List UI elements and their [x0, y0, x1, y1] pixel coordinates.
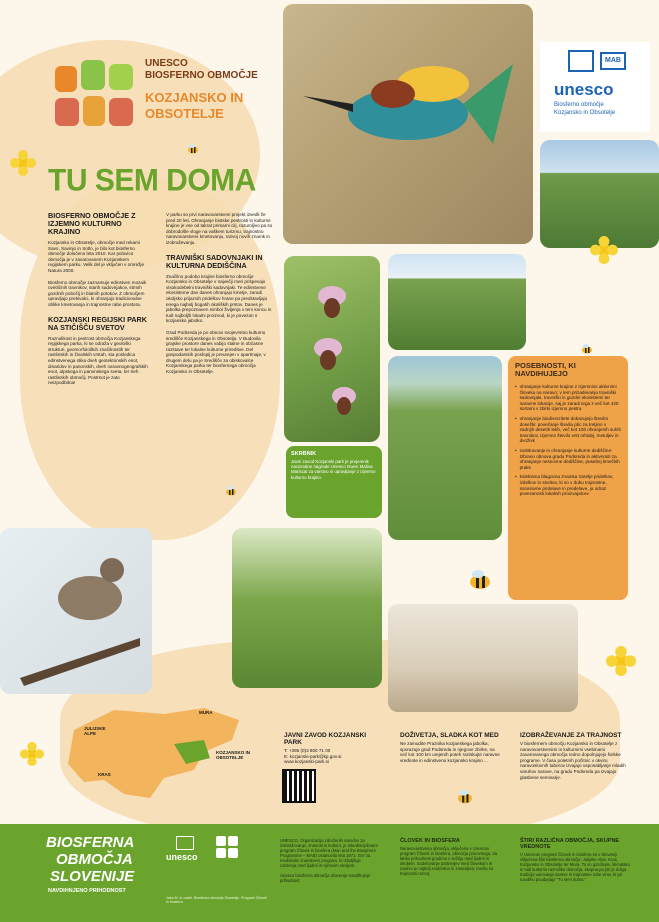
castle-courtyard-photo: [388, 604, 578, 712]
special-title: POSEBNOSTI, KI NAVDIHUJEJO: [515, 361, 576, 378]
special-box: [508, 356, 628, 600]
map-label-kras: KRAS: [98, 772, 111, 777]
map-label-kozjansko: KOZJANSKO IN OBSOTELJE: [216, 750, 251, 760]
qr-code-icon: [284, 771, 314, 801]
footer-col1: [280, 838, 378, 883]
bullet-icon: •: [515, 384, 517, 389]
footer-partner-logo: [216, 836, 266, 866]
education-text: V biosfernem območju Kozjansko in Obsotelje z naravovarstvenimi in kulturnimi vsebinami zavarovanega območja redno dopolnjujejo šolske programe. V času poletnih počitnic v okviru naravoslovnih taborov izvajajo usposabljanje mladih varuhov narave, na gradu Podsreda pa izvajajo glasbene seminarje.: [520, 741, 626, 780]
steward-box: [286, 446, 382, 518]
col1-heading-biosphere: BIOSFERNO OBMOČJE Z IZJEMNO KULTURNO KRAJINO: [48, 211, 136, 236]
header-area-line2: OBSOTELJE: [145, 106, 224, 121]
unesco-temple-icon: [568, 50, 594, 72]
hero-title: TU SEM DOMA: [48, 163, 256, 198]
yellow-flower-icon: [10, 150, 36, 176]
contact-web[interactable]: www.kozjanski-park.si: [284, 759, 329, 765]
steward-title: SKRBNIK: [291, 451, 317, 457]
footer-unesco-logo: [166, 836, 206, 870]
unesco-logo-box: [540, 42, 650, 132]
bee-icon: [186, 144, 200, 154]
contact-email[interactable]: E: kozjanski-park@kp.gov.si: [284, 753, 342, 759]
special-item: • ohranjanje biodiverzitete dokazujejo številni dosežki: povečanje števila ptic za tretjino v zadnjih desetih letih, več kot 100 ohranjenih suhih travnikov, izjemno število vrst orhidej, metuljev in dvoživk: [515, 415, 621, 444]
education-title: IZOBRAŽEVANJE ZA TRAJNOST: [520, 732, 622, 739]
bee-eater-bird-photo: [283, 4, 533, 244]
wryneck-bird-photo: [0, 528, 152, 694]
footer-col2-text: Naravovarstvena območja, vključena v Unescov program Človek in biosfera, območja ponovnega, da lahko prihodnost gradimo v sožitju med ljudmi in okoljem. Sodelovanje partnerjev med človekom in naravo je najbolj evidentna in zanesljiva; merila za trajnostni razvoj.: [400, 846, 498, 877]
col2-paragraph-3: Grad Podsreda je po obnovi svojevrstno kulturno središče Kozjanskega in Obsotelja. V Budovila grajske prostore danes vabijo stalne in občasne razstave ter lokalne kulturne prireditve. Del gospodarskih poslopij je preurejen v apartmaje, v drugem delu pa je Središče za obiskovalce Kozjanskega parka ter biosfernega območja Kozjansko in Obsotelje.: [166, 329, 266, 375]
slovenia-map: [54, 700, 250, 808]
col2-paragraph-1: V parku so prvi naravovarstveni projekt izvedli že pred 20 leti. Ohranjanje biotske pestrosti in kulturne krajine je vse od takrat primarni cilj, razumljivo pa so dobrodošle vloge na vaškem turizmu, trajnostno naravovarstveni kmetovanju, razvoj novih znamk in izobraževanju.: [166, 212, 273, 245]
bullet-icon: •: [515, 474, 517, 480]
special-item: • raziskovanje in ohranjanje kulturne dediščine: Izbrano obnova gradu Podsreda in aktivnosti za ohranjanje nesnovne dediščine, posebej kmečkih praks: [515, 447, 620, 470]
col1: [48, 212, 148, 386]
valley-village-photo: [540, 140, 659, 248]
education-block: [520, 732, 630, 780]
col1-paragraph-2: Biosferno območje zaznamuje edinstven mozaik ovetličnih travnikov, starih sadovnjakov, strmih gozdnih pobočij in blatnih potokov. Z območjem upravljajo prebivalci, ki ohranjajo tradicionalne oblike kmetovanja in trajnostne rabe prostora.: [48, 279, 147, 307]
bee-icon: [466, 570, 494, 590]
special-item: • ohranjanje kulturne krajine z izjemnimi aktivnimi človeka na naravo; v tem prizadevanju travniški sadovnjaki, travniški in gozdni ekosistemi ter naravne lokacije, saj je zaradi tega z več kot 420 sortami v zbirki izjemno pestra: [515, 384, 619, 412]
footer-unesco-wordmark: unesco: [166, 852, 198, 862]
yellow-flower-icon: [590, 236, 618, 264]
unesco-caption-1: Biosferno območje: [554, 102, 604, 108]
footer-col3-heading: ŠTIRI RAZLIČNA OBMOČJA, SKUPNE VREDNOTE: [520, 838, 620, 850]
footer-col3-text: V Unescov program Človek in biosfera so v Sloveniji vključena štiri biosferna območja: Julijske Alpe, Kras, Kozjansko in Obsotelje ter Mura. To so gozdnate, klimatsko in tudi kulturno raznolike območja, skupna pa jim je dolga tradicija varovanja narave in trajnostne rabe virov, ki pri navdihu poudarjajo "Tu sem doma.": [520, 852, 630, 883]
orchard-people-photo: [232, 528, 382, 688]
footer-col1b-text: Unesco biosferna območja Slovenije navdihujejo prihodnost.: [280, 872, 371, 883]
contact-title: JAVNI ZAVOD KOZJANSKI PARK: [284, 732, 367, 746]
col1-paragraph-1: Kozjansko in Obsotelje, območje med rekami Savo, Savinjo in Sotlo, je bilo kot biosferno območje določeno leta 2010. Kar polovico območja je v zavarovanem Kozjanskem regijskem parku. Velik del je vključen v omrežje Natura 2000.: [48, 240, 144, 273]
map-label-mura: MURA: [199, 710, 213, 715]
bee-icon: [224, 486, 238, 496]
col1-paragraph-3: Raznolikost in pestrost območja Kozjanskega regijskega parka, ki se odraža v geološki strukturi, geomorfoloških značilnostih ter rastlinskih in živalskih vrstah, sta posledica edinstvenega stika dveh geotektonskih enot, dinaridov in panonskih, dveh naravnogeografskih enot, alpskega in panonskega sveta, ter treh rastlinskih območij. Postrsot je zato neizpodbitna!: [48, 335, 148, 386]
contact-phone: T: +386 (0)3 800 71 00: [284, 748, 331, 753]
bullet-icon: •: [515, 415, 517, 421]
footer-col3: [520, 838, 630, 883]
col2-heading-orchards: TRAVNIŠKI SADOVNJAKI IN KULTURNA DEDIŠČINA: [166, 252, 263, 270]
bee-icon: [580, 344, 594, 354]
yellow-flower-icon: [20, 742, 44, 766]
col1-heading-park: KOZJANSKI REGIJSKI PARK NA STIČIŠČU SVETOV: [48, 314, 147, 332]
unesco-wordmark: unesco: [554, 80, 614, 99]
col2-paragraph-2: Značilno podobo krajine biosferno območje Kozjansko in Obsotelje v največji meri prispevajo visokodebelni travniški sadovnjaki. Te edinstvene ekosisteme dan danes ohranjajo kmetje, zaradi okoljsko prijaznih pridelkov hrane pa predstavljajo enega najbolj bogatih okoliških prstov. Danes je jabolka prepoznaven simbol življenja v tem koncu in tudi najboljši lokalni proizvod, ki je povezan s kozjansko jabolko.: [166, 273, 272, 324]
unesco-temple-icon: [176, 836, 194, 850]
meadow-flowers-photo: [388, 356, 502, 540]
special-item: • kolektivna blagovna znamka Sotelje pridelkov, izdelkov in storitev, ki so v duhu trajnostne, sonaravne pridelave in predelave, ja odraz povezanosti lokalnih proizvajalcev: [515, 474, 614, 497]
footer-col2-heading: ČLOVEK IN BIOSFERA: [400, 838, 460, 844]
footer-title-2: OBMOČJA: [56, 851, 133, 868]
contact-block: [284, 732, 384, 801]
footer-col2: [400, 838, 504, 877]
hills-landscape-photo: [388, 254, 526, 350]
col2: [166, 212, 276, 375]
mab-logo: MAB: [600, 52, 626, 70]
steward-text: Javni zavod Kozjanski park je prejemnik nacionalne nagrade Unesco Gwen Malina Mariscal za varstvo in upravljanje z izjemno kulturno krajino.: [291, 459, 376, 480]
footer-subtitle: NAVDIHNJENO PRIHODNOST: [48, 888, 126, 894]
bee-orchid-photo: [284, 256, 380, 442]
honey-title: DOŽIVETJA, SLADKA KOT MED: [400, 732, 499, 739]
honey-text: Ne zamudite Praznika kozjanskega jabolka, sporazuje grad Podsreda in njegove zbirke, na več kot 100 km urejenih poteh raziskujte naravne vrednote in edinstveno kozjansko krajino ...: [400, 741, 500, 763]
unesco-caption-2: Kozjansko in Obsotelje: [554, 110, 616, 116]
bullet-icon: •: [515, 447, 517, 453]
yellow-flower-icon: [606, 646, 636, 676]
header-unesco-line2: BIOSFERNO OBMOČJE: [145, 70, 258, 81]
honey-block: [400, 732, 500, 763]
footer-caption: Jaka M. in ostali. Biosferna območja Slovenije. Program Človek in biosfera.: [166, 896, 267, 905]
header-area-line1: KOZJANSKO IN: [145, 90, 244, 105]
footer-col1-text: UNESCO, Organizacija združenih narodov za izobraževanje, znanost in kulturo, je interdisciplinarni program Človek in biosfera (Man and the Biosphere Programme – MAB) ustanovila leta 1971. Gre za medvladni znanstveni program, ki izboljšuje razmerja med ljudmi in njihovim okoljem.: [280, 838, 378, 869]
map-label-julijske-alpe: JULIJSKE ALPE: [84, 726, 106, 736]
bee-icon: [455, 790, 475, 804]
header-unesco-line1: UNESCO: [145, 58, 188, 69]
footer-title-3: SLOVENIJE: [50, 868, 135, 885]
kozjansko-logo: [55, 60, 135, 132]
footer-title-1: BIOSFERNA: [46, 834, 135, 851]
